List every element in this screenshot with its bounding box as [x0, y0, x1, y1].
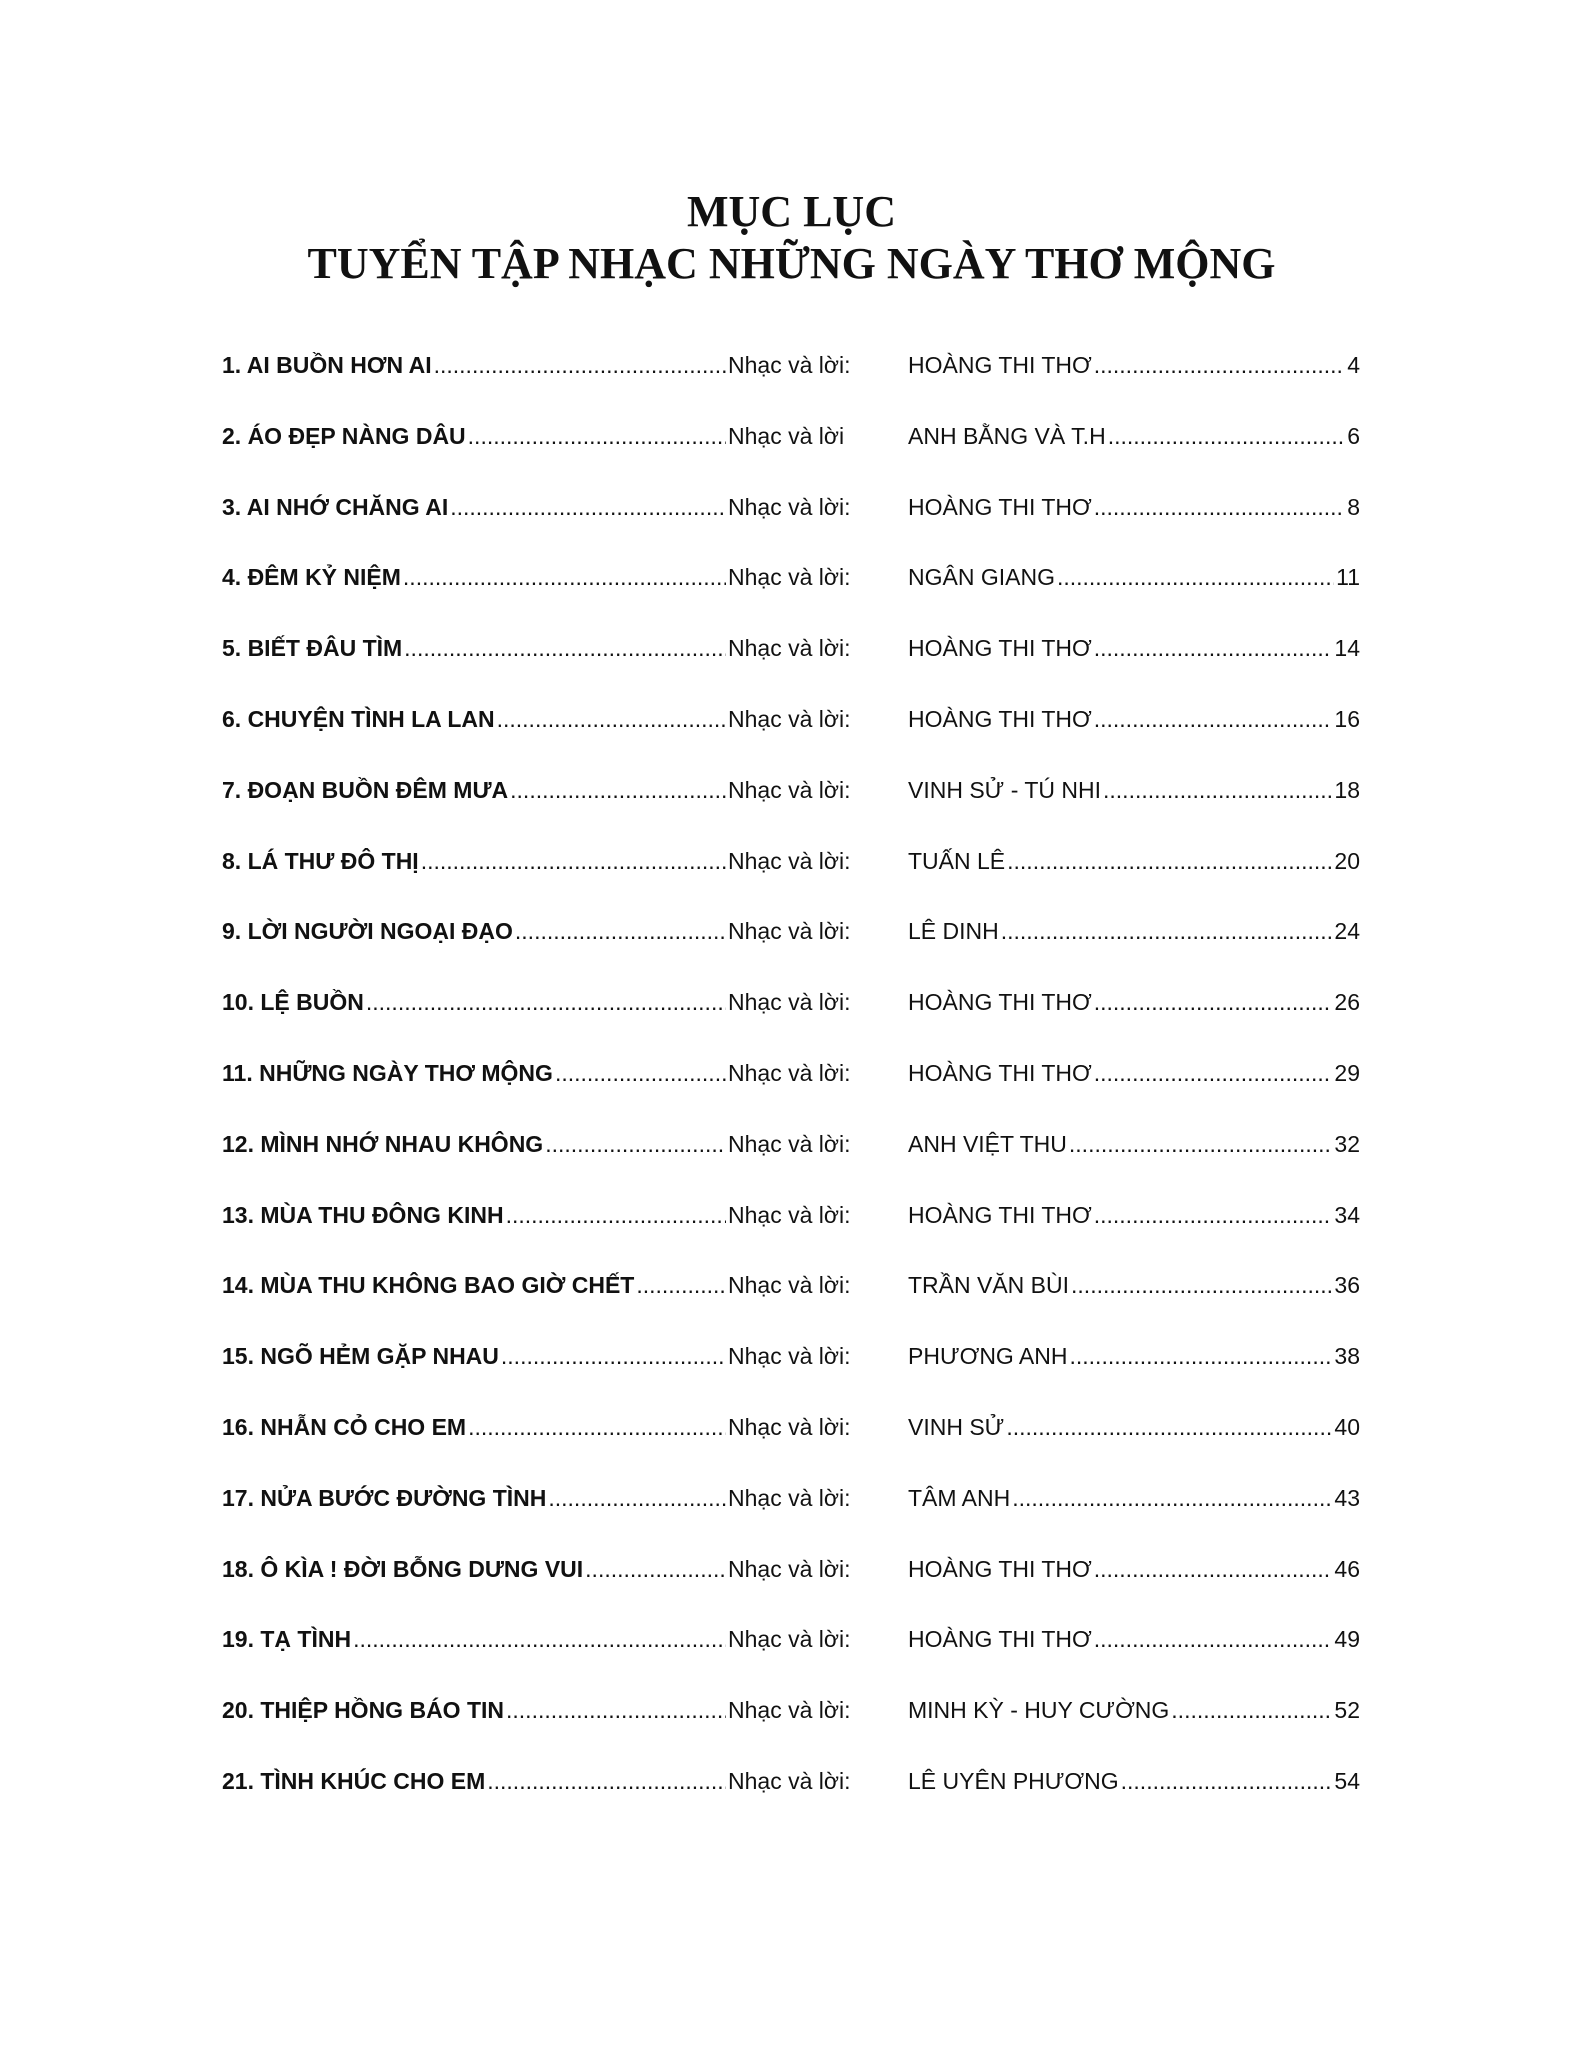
dot-leader [403, 564, 726, 591]
song-title: 7. ĐOẠN BUỒN ĐÊM MƯA [222, 776, 509, 803]
dot-leader [487, 1768, 726, 1795]
toc-author-cell [908, 352, 1360, 379]
song-title: 16. NHẪN CỎ CHO EM [222, 1413, 467, 1440]
song-title: 15. NGÕ HẺM GẶP NHAU [222, 1343, 499, 1370]
toc-title-cell [222, 848, 728, 875]
toc-title-cell [222, 777, 728, 804]
page-number: 16 [1334, 705, 1360, 732]
toc-author-cell [908, 1131, 1360, 1158]
credit-label: Nhạc và lời: [728, 1626, 851, 1653]
dot-leader [1001, 918, 1333, 945]
toc-author-cell [908, 564, 1360, 591]
toc-author-cell [908, 1768, 1360, 1795]
title-line-2: TUYỂN TẬP NHẠC NHỮNG NGÀY THƠ MỘNG [307, 239, 1276, 288]
page-title [0, 186, 1583, 290]
dot-leader [1094, 1626, 1333, 1653]
toc-author-cell [908, 1202, 1360, 1229]
dot-leader [636, 1272, 726, 1299]
author-name: ANH BẰNG VÀ T.H [908, 422, 1106, 449]
toc-title-cell [222, 1768, 728, 1795]
dot-leader [1108, 423, 1346, 450]
toc-author-cell [908, 423, 1360, 450]
author-name: HOÀNG THI THƠ [908, 989, 1092, 1016]
page-number: 8 [1347, 493, 1360, 520]
author-name: HOÀNG THI THƠ [908, 352, 1092, 378]
title-line-1: MỤC LỤC [687, 187, 896, 236]
toc-entry [222, 1343, 1360, 1414]
toc-title-cell [222, 1060, 728, 1087]
page-number: 34 [1334, 1201, 1360, 1228]
toc-author-cell [908, 777, 1360, 804]
toc-entry [222, 777, 1360, 848]
toc-title-cell [222, 1626, 728, 1653]
credit-label: Nhạc và lời [728, 422, 845, 449]
toc-author-cell [908, 1556, 1360, 1583]
song-title: 12. MÌNH NHỚ NHAU KHÔNG [222, 1130, 544, 1157]
dot-leader [1094, 352, 1345, 379]
toc-title-cell [222, 1131, 728, 1158]
toc-title-cell [222, 635, 728, 662]
dot-leader [1012, 1485, 1332, 1512]
song-title: 13. MÙA THU ĐÔNG KINH [222, 1201, 504, 1228]
dot-leader [421, 848, 726, 875]
dot-leader [1070, 1343, 1333, 1370]
table-of-contents [222, 352, 1360, 1839]
author-name: NGÂN GIANG [908, 564, 1055, 591]
author-name: HOÀNG THI THƠ [908, 1059, 1092, 1086]
song-title: 20. THIỆP HỒNG BÁO TIN [222, 1697, 505, 1724]
song-title: 14. MÙA THU KHÔNG BAO GIỜ CHẾT [222, 1272, 635, 1299]
toc-author-cell [908, 1343, 1360, 1370]
toc-entry [222, 635, 1360, 706]
author-name: TRẦN VĂN BÙI [908, 1272, 1070, 1299]
author-name: LÊ DINH [908, 918, 999, 945]
toc-author-cell [908, 1485, 1360, 1512]
author-name: VINH SỬ [908, 1413, 1005, 1440]
page-number: 32 [1334, 1130, 1360, 1157]
toc-author-cell [908, 918, 1360, 945]
toc-author-cell [908, 848, 1360, 875]
page-number: 29 [1334, 1059, 1360, 1086]
dot-leader [1094, 1060, 1333, 1087]
toc-author-cell [908, 1414, 1360, 1441]
song-title: 5. BIẾT ĐÂU TÌM [222, 635, 403, 662]
toc-entry [222, 1060, 1360, 1131]
author-name: LÊ UYÊN PHƯƠNG [908, 1767, 1119, 1794]
credit-label: Nhạc và lời: [728, 847, 851, 874]
dot-leader [501, 1343, 726, 1370]
toc-author-cell [908, 1697, 1360, 1724]
dot-leader [497, 706, 726, 733]
author-name: ANH VIỆT THU [908, 1130, 1067, 1157]
credit-label: Nhạc và lời: [728, 989, 851, 1016]
toc-title-cell [222, 1343, 728, 1370]
dot-leader [1094, 989, 1333, 1016]
toc-entry [222, 1485, 1360, 1556]
credit-label: Nhạc và lời: [728, 1767, 851, 1794]
page-number: 54 [1334, 1767, 1360, 1794]
dot-leader [1094, 1202, 1333, 1229]
dot-leader [1094, 706, 1333, 733]
toc-author-cell [908, 1060, 1360, 1087]
credit-label: Nhạc và lời: [728, 705, 851, 732]
dot-leader [404, 635, 726, 662]
toc-author-cell [908, 1626, 1360, 1653]
toc-entry [222, 1697, 1360, 1768]
song-title: 21. TÌNH KHÚC CHO EM [222, 1767, 486, 1794]
author-name: HOÀNG THI THƠ [908, 493, 1092, 520]
page-number: 4 [1347, 352, 1360, 378]
page-number: 43 [1334, 1484, 1360, 1511]
toc-entry [222, 1556, 1360, 1627]
toc-title-cell [222, 1202, 728, 1229]
page-number: 6 [1347, 422, 1360, 449]
dot-leader [434, 352, 726, 379]
toc-title-cell [222, 494, 728, 521]
song-title: 19. TẠ TÌNH [222, 1626, 352, 1653]
credit-label: Nhạc và lời: [728, 1130, 851, 1157]
toc-title-cell [222, 1697, 728, 1724]
song-title: 1. AI BUỒN HƠN AI [222, 352, 432, 378]
toc-author-cell [908, 1272, 1360, 1299]
toc-title-cell [222, 989, 728, 1016]
toc-entry [222, 1414, 1360, 1485]
toc-entry [222, 1768, 1360, 1839]
credit-label: Nhạc và lời: [728, 493, 851, 520]
toc-author-cell [908, 706, 1360, 733]
song-title: 6. CHUYỆN TÌNH LA LAN [222, 705, 495, 732]
credit-label: Nhạc và lời: [728, 776, 851, 803]
credit-label: Nhạc và lời: [728, 1059, 851, 1086]
page-number: 40 [1334, 1413, 1360, 1440]
credit-label: Nhạc và lời: [728, 635, 851, 662]
song-title: 8. LÁ THƯ ĐÔ THỊ [222, 847, 419, 874]
author-name: MINH KỲ - HUY CƯỜNG [908, 1697, 1170, 1724]
credit-label: Nhạc và lời: [728, 918, 851, 945]
author-name: HOÀNG THI THƠ [908, 1626, 1092, 1653]
toc-title-cell [222, 1556, 728, 1583]
song-title: 4. ĐÊM KỶ NIỆM [222, 564, 401, 591]
credit-label: Nhạc và lời: [728, 1555, 851, 1582]
toc-title-cell [222, 1414, 728, 1441]
credit-label: Nhạc và lời: [728, 352, 851, 378]
credit-label: Nhạc và lời: [728, 1697, 851, 1724]
page-number: 38 [1334, 1343, 1360, 1370]
song-title: 11. NHỮNG NGÀY THƠ MỘNG [222, 1059, 553, 1086]
song-title: 17. NỬA BƯỚC ĐƯỜNG TÌNH [222, 1484, 547, 1511]
toc-entry [222, 1272, 1360, 1343]
toc-title-cell [222, 423, 728, 450]
toc-title-cell [222, 352, 728, 379]
toc-entry [222, 918, 1360, 989]
author-name: HOÀNG THI THƠ [908, 1201, 1092, 1228]
dot-leader [1071, 1272, 1332, 1299]
page-number: 14 [1334, 635, 1360, 662]
dot-leader [1007, 848, 1332, 875]
page-number: 36 [1334, 1272, 1360, 1299]
page-number: 18 [1334, 776, 1360, 803]
credit-label: Nhạc và lời: [728, 1343, 851, 1370]
dot-leader [1006, 1414, 1332, 1441]
author-name: HOÀNG THI THƠ [908, 705, 1092, 732]
page-number: 26 [1334, 989, 1360, 1016]
toc-title-cell [222, 918, 728, 945]
dot-leader [506, 1697, 726, 1724]
dot-leader [548, 1485, 726, 1512]
dot-leader [468, 423, 726, 450]
toc-entry [222, 494, 1360, 565]
page-number: 49 [1334, 1626, 1360, 1653]
song-title: 18. Ô KÌA ! ĐỜI BỖNG DƯNG VUI [222, 1555, 584, 1582]
toc-author-cell [908, 494, 1360, 521]
author-name: HOÀNG THI THƠ [908, 1555, 1092, 1582]
dot-leader [1057, 564, 1334, 591]
author-name: HOÀNG THI THƠ [908, 635, 1092, 662]
dot-leader [555, 1060, 726, 1087]
dot-leader [545, 1131, 726, 1158]
author-name: VINH SỬ - TÚ NHI [908, 776, 1102, 803]
toc-title-cell [222, 706, 728, 733]
credit-label: Nhạc và lời: [728, 564, 851, 591]
author-name: TÂM ANH [908, 1484, 1011, 1511]
dot-leader [450, 494, 726, 521]
page-number: 24 [1334, 918, 1360, 945]
dot-leader [1069, 1131, 1333, 1158]
toc-entry [222, 848, 1360, 919]
credit-label: Nhạc và lời: [728, 1272, 851, 1299]
author-name: PHƯƠNG ANH [908, 1343, 1068, 1370]
toc-author-cell [908, 635, 1360, 662]
dot-leader [510, 777, 726, 804]
toc-entry [222, 423, 1360, 494]
song-title: 2. ÁO ĐẸP NÀNG DÂU [222, 422, 466, 449]
toc-entry [222, 564, 1360, 635]
toc-entry [222, 1626, 1360, 1697]
dot-leader [468, 1414, 726, 1441]
dot-leader [506, 1202, 726, 1229]
dot-leader [585, 1556, 726, 1583]
dot-leader [1094, 635, 1333, 662]
toc-entry [222, 1202, 1360, 1273]
credit-label: Nhạc và lời: [728, 1484, 851, 1511]
song-title: 10. LỆ BUỒN [222, 989, 364, 1016]
credit-label: Nhạc và lời: [728, 1413, 851, 1440]
dot-leader [353, 1626, 726, 1653]
dot-leader [515, 918, 726, 945]
dot-leader [1171, 1697, 1332, 1724]
toc-entry [222, 989, 1360, 1060]
toc-author-cell [908, 989, 1360, 1016]
dot-leader [366, 989, 726, 1016]
song-title: 9. LỜI NGƯỜI NGOẠI ĐẠO [222, 918, 513, 945]
page-number: 11 [1336, 564, 1360, 591]
toc-title-cell [222, 1272, 728, 1299]
toc-entry [222, 1131, 1360, 1202]
dot-leader [1103, 777, 1332, 804]
dot-leader [1094, 1556, 1333, 1583]
song-title: 3. AI NHỚ CHĂNG AI [222, 493, 449, 520]
credit-label: Nhạc và lời: [728, 1201, 851, 1228]
toc-title-cell [222, 1485, 728, 1512]
dot-leader [1094, 494, 1345, 521]
dot-leader [1121, 1768, 1333, 1795]
toc-title-cell [222, 564, 728, 591]
page-number: 52 [1334, 1697, 1360, 1724]
page-number: 46 [1334, 1555, 1360, 1582]
page-number: 20 [1334, 847, 1360, 874]
author-name: TUẤN LÊ [908, 847, 1006, 874]
toc-entry [222, 706, 1360, 777]
toc-entry [222, 352, 1360, 423]
